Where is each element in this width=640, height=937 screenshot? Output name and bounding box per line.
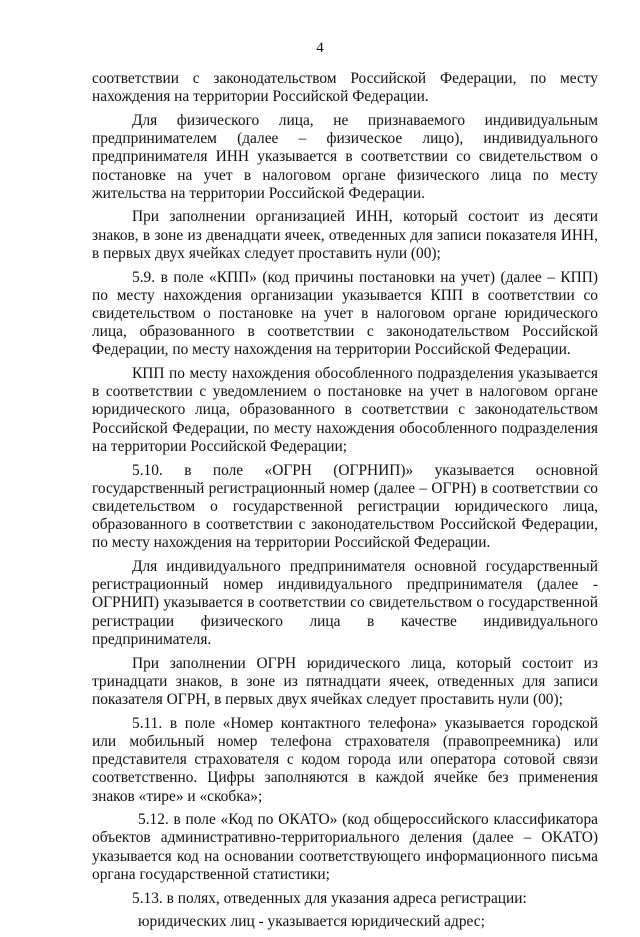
paragraph-3: При заполнении организацией ИНН, который состоит из десяти знаков, в зоне из двенадцати ячеек, отведенных для записи показателя ИНН, в первых двух ячейках следует проставить нули (00);: [92, 208, 598, 262]
paragraph-10: 5.12. в поле «Код по ОКАТО» (код общероссийского классификатора объектов административно-территориального деления (далее – ОКАТО) указывается код на основании соответствующего информационного письма органа государственной статистики;: [92, 811, 598, 883]
paragraph-4: 5.9. в поле «КПП» (код причины постановки на учет) (далее – КПП) по месту нахождения организации указывается КПП в соответствии со свидетельством о постановке на учет в налоговом органе юридического лица, образованного в соответствии с законодательством Российской Федерации, по месту нахождения на территории Российской Федерации.: [92, 268, 598, 359]
document-body: [92, 70, 598, 937]
paragraph-1: соответствии с законодательством Российской Федерации, по месту нахождения на территории Российской Федерации.: [92, 70, 598, 106]
page-number: 4: [316, 40, 324, 56]
paragraph-7: Для индивидуального предпринимателя основной государственный регистрационный номер индивидуального предпринимателя (далее - ОГРНИП) указывается в соответствии со свидетельством о государственной регистрации физического лица в качестве индивидуального предпринимателя.: [92, 558, 598, 648]
paragraph-11: 5.13. в полях, отведенных для указания адреса регистрации:: [132, 889, 527, 907]
paragraph-5: КПП по месту нахождения обособленного подразделения указывается в соответствии с уведомлением о постановке на учет в налоговом органе юридического лица, образованного в соответствии с законодательством Российской Федерации, по месту нахождения обособленного подразделения на территории Российской Федерации;: [92, 365, 598, 455]
paragraph-2: Для физического лица, не признаваемого индивидуальным предпринимателем (далее – физическое лицо), индивидуального предпринимателя ИНН указывается в соответствии со свидетельством о постановке на учет в налоговом органе физического лица по месту жительства на территории Российской Федерации.: [92, 111, 598, 202]
paragraph-9: 5.11. в поле «Номер контактного телефона» указывается городской или мобильный номер телефона страхователя (правопреемника) или представителя страхователя с кодом города или оператора сотовой связи соответственно. Цифры заполняются в каждой ячейке без применения знаков «тире» и «скобка»;: [92, 714, 598, 805]
paragraph-12: юридических лиц - указывается юридический адрес;: [138, 913, 485, 931]
paragraph-6: 5.10. в поле «ОГРН (ОГРНИП)» указывается основной государственный регистрационный номер (далее – ОГРН) в соответствии со свидетельством о государственной регистрации юридического лица, образованного в соответствии с законодательством Российской Федерации, по месту нахождения на территории Российской Федерации.: [92, 461, 598, 552]
paragraph-8: При заполнении ОГРН юридического лица, который состоит из тринадцати знаков, в зоне из пятнадцати ячеек, отведенных для записи показателя ОГРН, в первых двух ячейках следует проставить нули (00);: [92, 654, 598, 708]
